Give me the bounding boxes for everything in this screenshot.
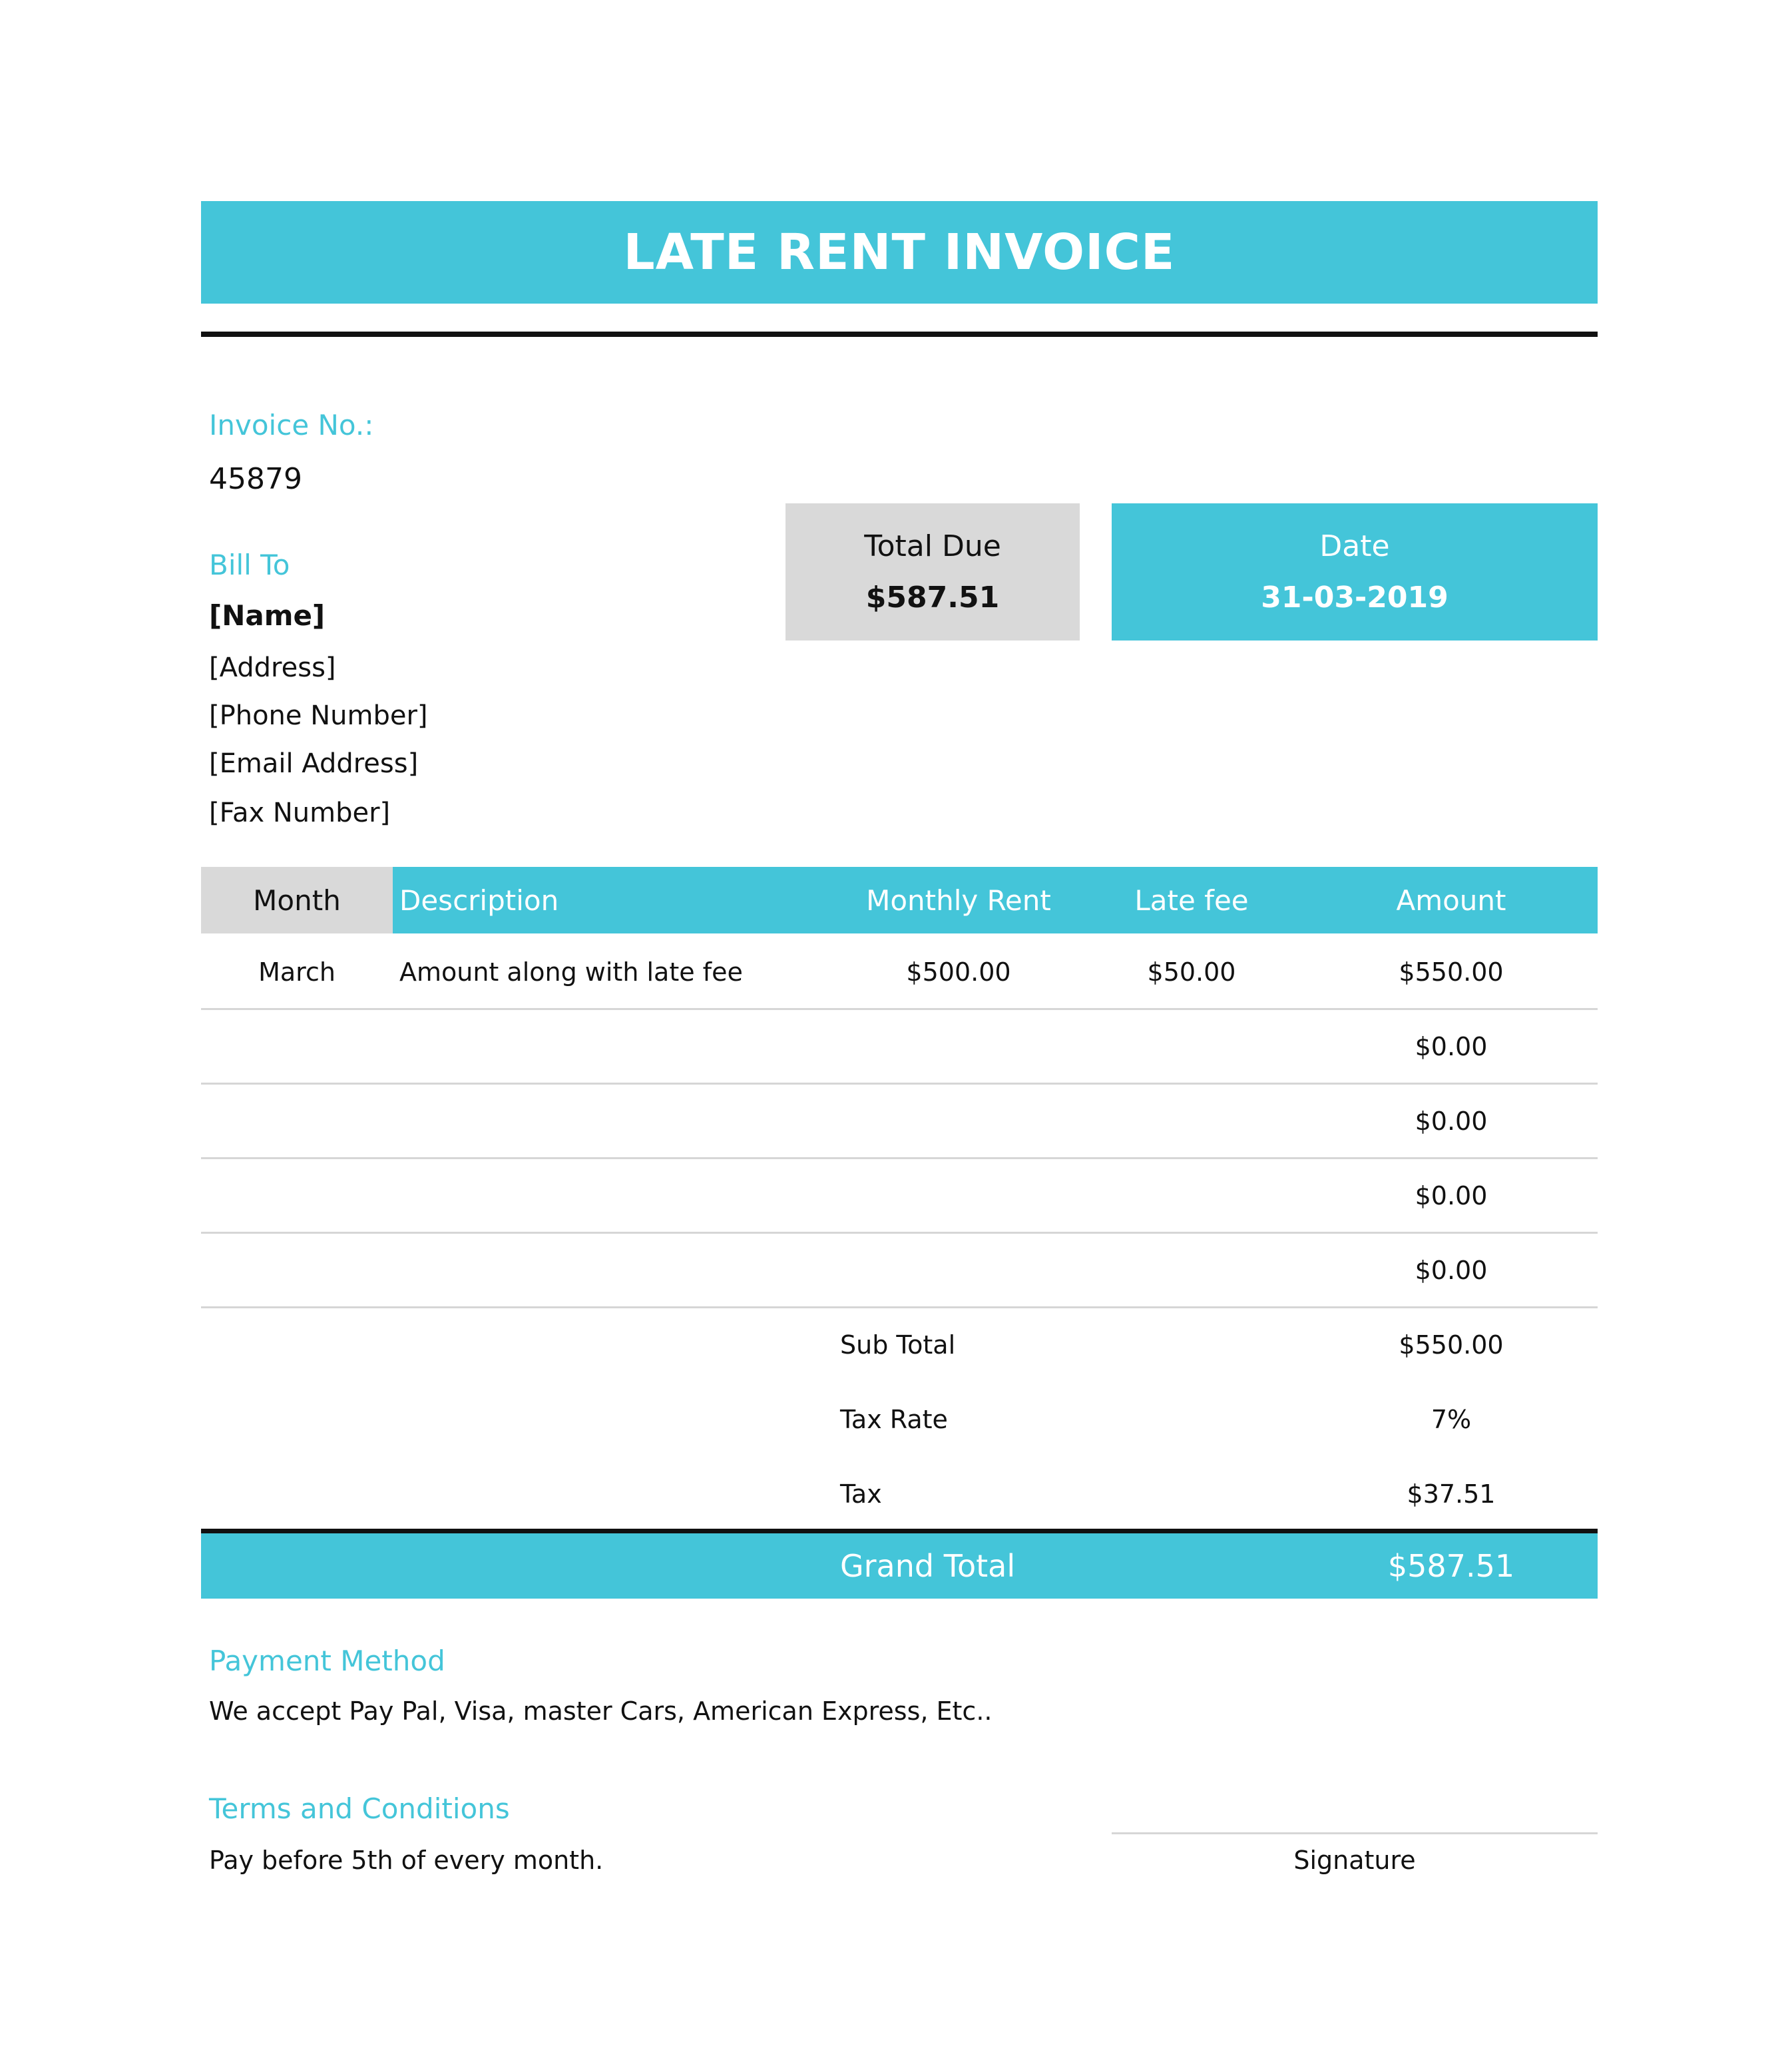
bill-to-address: [Address] [209,652,336,683]
grand-total-rule [201,1529,1598,1533]
invoice-number: 45879 [209,462,302,496]
signature-line [1112,1832,1598,1834]
column-header-monthly-rent: Monthly Rent [866,884,1051,917]
row-1-late-fee: $50.00 [1147,957,1236,987]
tax-rate-value: 7% [1431,1405,1472,1434]
bill-to-label: Bill To [209,549,290,581]
page-title: LATE RENT INVOICE [623,224,1176,281]
column-header-description: Description [399,884,559,917]
terms-label: Terms and Conditions [209,1792,510,1825]
bill-to-phone: [Phone Number] [209,700,428,731]
tax-label: Tax [840,1479,882,1509]
date-box [1112,503,1598,641]
date-value: 31-03-2019 [1261,581,1449,615]
title-divider [201,332,1598,337]
row-1-description: Amount along with late fee [399,957,743,987]
row-2-amount: $0.00 [1415,1032,1488,1061]
column-header-amount: Amount [1396,884,1506,917]
signature-label: Signature [1293,1846,1416,1875]
title-banner [201,201,1598,304]
grand-total-label: Grand Total [840,1548,1016,1584]
row-1-monthly-rent: $500.00 [906,957,1011,987]
terms-text: Pay before 5th of every month. [209,1846,604,1875]
subtotal-label: Sub Total [840,1330,956,1360]
total-due-label: Total Due [864,529,1001,563]
payment-method-text: We accept Pay Pal, Visa, master Cars, American Express, Etc.. [209,1696,993,1726]
row-1-amount: $550.00 [1399,957,1504,987]
total-due-value: $587.51 [865,581,1000,615]
date-label: Date [1319,529,1390,563]
row-4-amount: $0.00 [1415,1181,1488,1210]
total-due-box [785,503,1080,641]
bill-to-name: [Name] [209,599,326,632]
column-header-month: Month [201,867,393,933]
tax-value: $37.51 [1407,1479,1496,1509]
row-1-month: March [258,957,335,987]
invoice-number-label: Invoice No.: [209,409,374,441]
column-header-late-fee: Late fee [1134,884,1249,917]
payment-method-label: Payment Method [209,1645,445,1677]
row-5-amount: $0.00 [1415,1256,1488,1285]
bill-to-fax: [Fax Number] [209,798,391,828]
tax-rate-label: Tax Rate [840,1405,948,1434]
subtotal-value: $550.00 [1399,1330,1504,1360]
grand-total-value: $587.51 [1387,1548,1515,1584]
row-3-amount: $0.00 [1415,1107,1488,1136]
bill-to-email: [Email Address] [209,748,419,779]
